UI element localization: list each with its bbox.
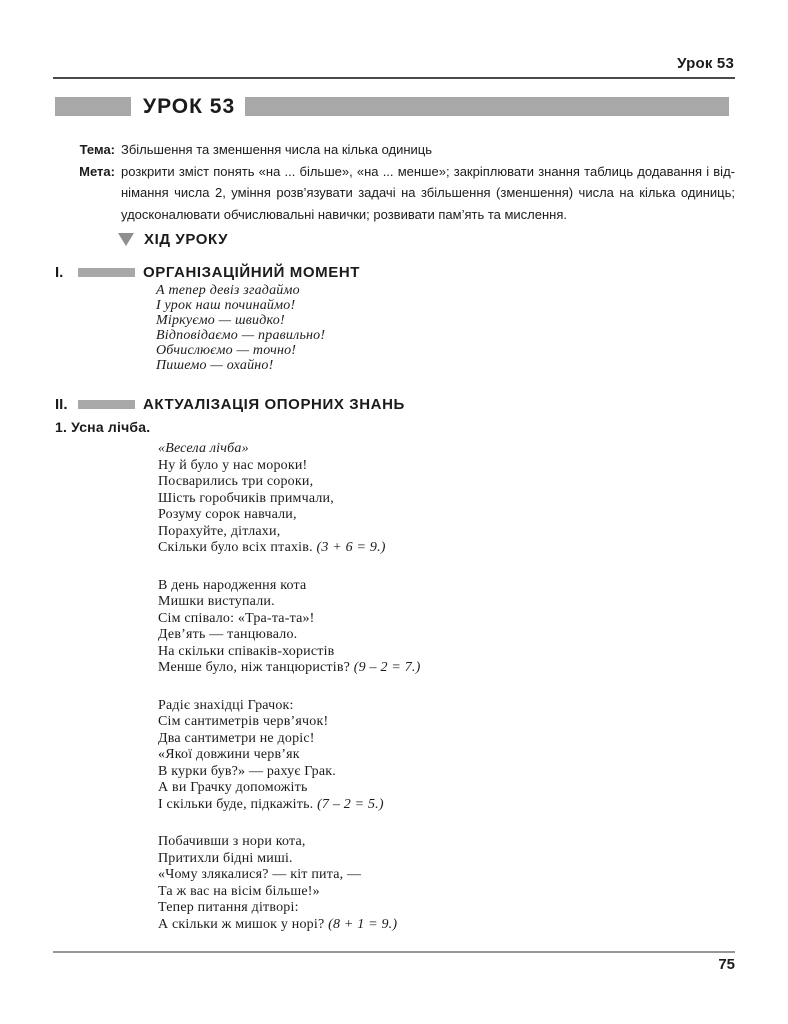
poem-answer: (3 + 6 = 9.): [316, 540, 386, 555]
poem-line: Скільки було всіх птахів.: [158, 540, 313, 555]
oral-counting-poems: [158, 441, 420, 954]
poem-line: «Якої довжини черв’як: [158, 747, 300, 762]
motto-line: А тепер девіз згадаймо: [156, 283, 300, 298]
flow-header-title: ХІД УРОКУ: [144, 231, 229, 248]
section-marker-bar: [78, 268, 135, 277]
tema-label: Тема:: [79, 142, 115, 157]
meta-text-line: німання числа 2, уміння розв’язувати задачі на збільшення (зменшення) числа на кілька одиниць;: [121, 185, 735, 200]
poem-line: В день народження кота: [158, 577, 307, 593]
footer-rule: [53, 951, 735, 953]
lesson-title-bar: [55, 97, 729, 116]
poem-line: Сім сантиметрів черв’ячок!: [158, 714, 329, 729]
down-triangle-icon: [118, 233, 134, 246]
title-bar-left-block: [55, 97, 131, 116]
lesson-title: УРОК 53: [143, 95, 236, 118]
poem-line: Ну й було у нас мороки!: [158, 457, 308, 473]
poem: [158, 578, 420, 677]
poem: [158, 834, 420, 933]
section-marker-bar: [78, 400, 135, 409]
header-rule: [53, 77, 735, 79]
running-header: Урок 53: [677, 55, 734, 72]
motto-line: І урок наш починаймо!: [156, 298, 296, 313]
poem-line: Мишки виступали.: [158, 594, 275, 609]
poem-line: Радіє знахідці Грачок:: [158, 697, 294, 713]
meta-text: [121, 161, 735, 226]
poem-answer: (9 – 2 = 7.): [353, 660, 421, 675]
lesson-info-block: [55, 139, 735, 225]
meta-label: Мета:: [79, 163, 115, 179]
section-heading-2: [55, 396, 405, 412]
poem-line: Та ж вас на вісім більше!»: [158, 883, 320, 899]
poem-line: А ви Грачку допоможіть: [158, 780, 308, 795]
section-heading-1: [55, 264, 360, 280]
poem: [158, 441, 420, 557]
poem-line-with-answer: [158, 540, 420, 557]
poem-line: Посварились три сороки,: [158, 474, 314, 489]
poem-title: «Весела лічба»: [158, 441, 249, 456]
motto-verse: [156, 283, 325, 373]
poem-line: А скільки ж мишок у норі?: [158, 916, 325, 932]
poem-line: Побачивши з нори кота,: [158, 834, 306, 849]
motto-line: Пишемо — охайно!: [156, 358, 274, 373]
meta-text-line: розкрити зміст понять «на ... більше», «на ... менше»; закріплювати знання таблиць додавання і від-: [121, 163, 735, 179]
page-number: 75: [718, 956, 735, 973]
poem-line: «Чому злякалися? — кіт пита, —: [158, 867, 362, 882]
poem-line: На скільки співаків-хористів: [158, 643, 335, 659]
oral-counting-heading: 1. Усна лічба.: [55, 419, 151, 435]
title-bar-right-block: [245, 97, 729, 116]
tema-text: Збільшення та зменшення числа на кілька одиниць: [121, 142, 433, 157]
section-title: АКТУАЛІЗАЦІЯ ОПОРНИХ ЗНАНЬ: [143, 395, 405, 413]
motto-line: Міркуємо — швидко!: [156, 313, 285, 328]
poem-line: Сім співало: «Тра-та-та»!: [158, 610, 315, 626]
poem-line: Два сантиметри не доріс!: [158, 730, 315, 746]
poem-line: Притихли бідні миші.: [158, 850, 293, 866]
poem: [158, 698, 420, 814]
section-numeral: I.: [55, 263, 64, 281]
tema-row: [55, 139, 735, 161]
motto-line: Обчислюємо — точно!: [156, 343, 297, 358]
poem-line: Розуму сорок навчали,: [158, 507, 297, 522]
poem-line-with-answer: [158, 797, 420, 814]
motto-line: Відповідаємо — правильно!: [156, 328, 326, 343]
poem-line: І скільки буде, підкажіть.: [158, 796, 314, 812]
poem-line: Порахуйте, дітлахи,: [158, 523, 281, 539]
poem-answer: (7 – 2 = 5.): [317, 796, 384, 812]
poem-line: Дев’ять — танцювало.: [158, 627, 298, 642]
poem-line-with-answer: [158, 660, 420, 677]
poem-line: В курки був?» — рахує Грак.: [158, 763, 336, 779]
meta-row: [55, 161, 735, 226]
poem-line: Шість горобчиків примчали,: [158, 490, 334, 506]
poem-line: Тепер питання дітворі:: [158, 900, 299, 915]
poem-answer: (8 + 1 = 9.): [328, 916, 398, 932]
section-title: ОРГАНІЗАЦІЙНИЙ МОМЕНТ: [143, 263, 361, 281]
poem-line: Менше було, ніж танцюристів?: [158, 660, 351, 675]
flow-header: [118, 231, 228, 248]
poem-line-with-answer: [158, 917, 420, 934]
section-numeral: II.: [55, 395, 68, 413]
meta-text-line: удосконалювати обчислювальні навички; розвивати пам’ять та мислення.: [121, 206, 568, 222]
